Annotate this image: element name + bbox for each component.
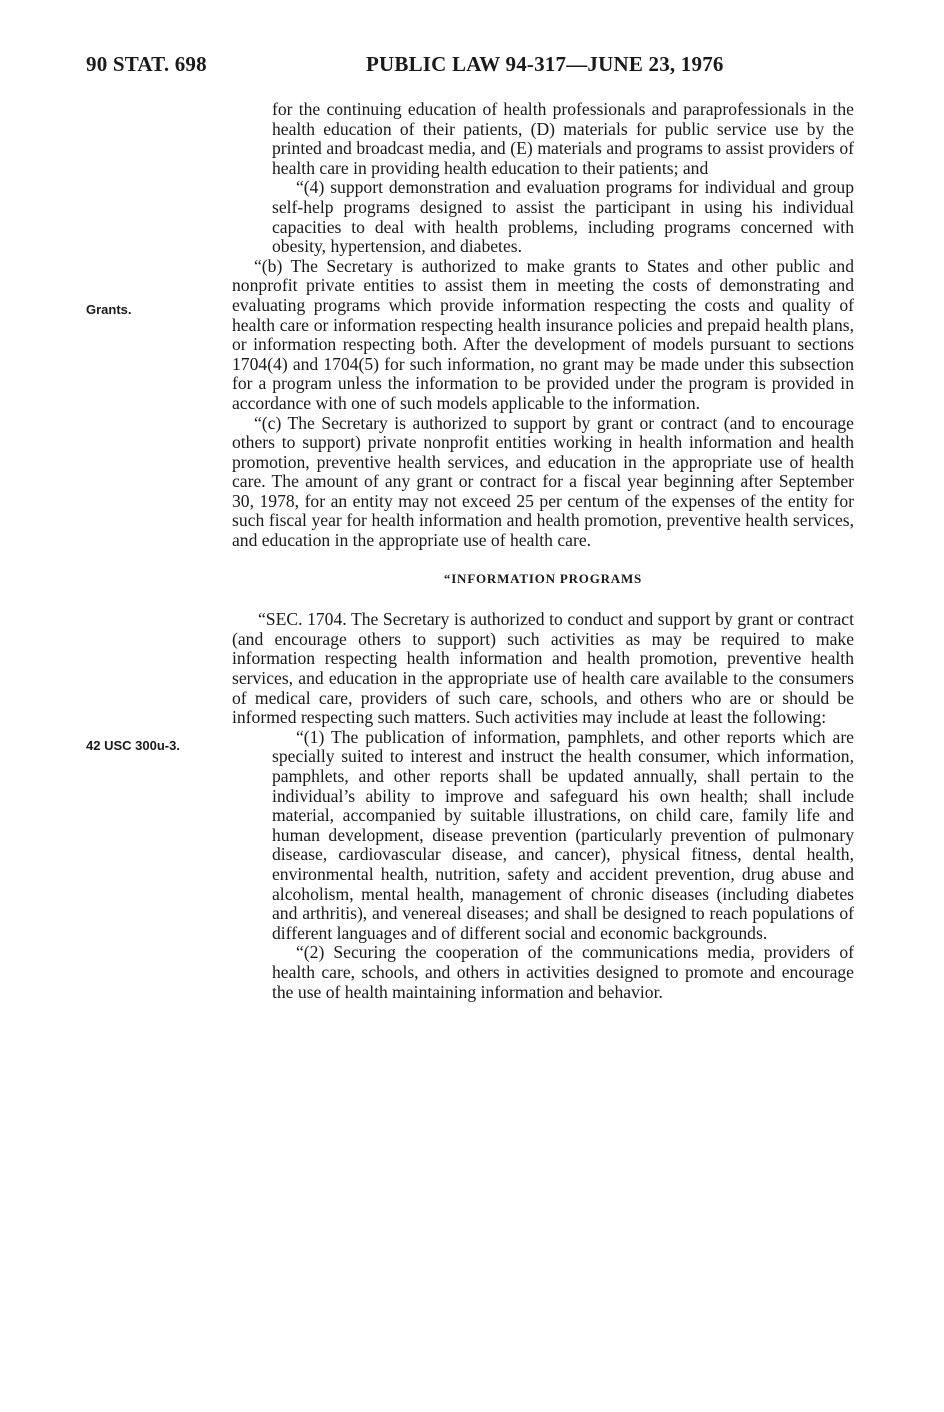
paragraph-continuation: for the continuing education of health professionals and paraprofessionals in the health education of their patients, (D) materials for public service use by the printed and broadcast media, and (E) materials and programs to assist providers of health care in providing health education to their patients; and (272, 99, 854, 178)
document-body (232, 100, 854, 1002)
paragraph-item-4: “(4) support demonstration and evaluation programs for individual and group self-help programs designed to assist the participant in using his individual capacities to deal with health problems, including programs concerned with obesity, hypertension, and diabetes. (272, 177, 854, 257)
statute-page-number: 90 STAT. 698 (86, 52, 207, 76)
page-header (86, 52, 856, 82)
margin-note-usc: 42 USC 300u-3. (86, 738, 180, 753)
paragraph-subsection-b: “(b) The Secretary is authorized to make grants to States and other public and nonprofit private entities to assist them in meeting the costs of demonstrating and evaluating programs which provide information respecting the costs and quality of health care or information respecting health insurance policies and prepaid health plans, or information respecting both. After the development of models pursuant to sections 1704(4) and 1704(5) for such information, no grant may be made under this subsection for a program unless the information to be provided under the program is provided in accordance with one of such models applicable to the information. (232, 255, 854, 413)
paragraph-item-2: “(2) Securing the cooperation of the communications media, providers of health care, schools, and others in activities designed to promote and encourage the use of health maintaining information and behavior. (272, 942, 854, 1002)
section-heading: “INFORMATION PROGRAMS (443, 570, 643, 586)
paragraph-item-1: “(1) The publication of information, pamphlets, and other reports which are specially suited to interest and instruct the health consumer, which information, pamphlets, and other reports shall be updated annually, shall pertain to the individual’s ability to improve and safeguard his own health; shall include material, accompanied by suitable illustrations, on child care, family life and human development, disease prevention (particularly prevention of pulmonary disease, cardiovascular disease, and cancer), physical fitness, dental health, environmental health, nutrition, safety and accident prevention, drug abuse and alcoholism, mental health, management of chronic diseases (including diabetes and arthritis), and venereal diseases; and shall be designed to reach populations of different languages and of different social and economic backgrounds. (272, 726, 854, 943)
public-law-title: PUBLIC LAW 94-317—JUNE 23, 1976 (366, 52, 724, 76)
paragraph-subsection-c: “(c) The Secretary is authorized to support by grant or contract (and to encourage others to support) private nonprofit entities working in health information and health promotion, preventive health services, and education in the appropriate use of health care. The amount of any grant or contract for a fiscal year beginning after September 30, 1978, for an entity may not exceed 25 per centum of the expenses of the entity for such fiscal year for health information and health promotion, preventive health services, and education in the appropriate use of health care. (232, 412, 854, 551)
paragraph-sec-1704: “SEC. 1704. The Secretary is authorized to conduct and support by grant or contract (and encourage others to support) such activities as may be required to make information respecting health information and health promotion, preventive health services, and education in the appropriate use of health care available to the consumers of medical care, providers of such care, schools, and others who are or should be informed respecting such matters. Such activities may include at least the following: (232, 609, 854, 728)
margin-note-grants: Grants. (86, 302, 132, 317)
